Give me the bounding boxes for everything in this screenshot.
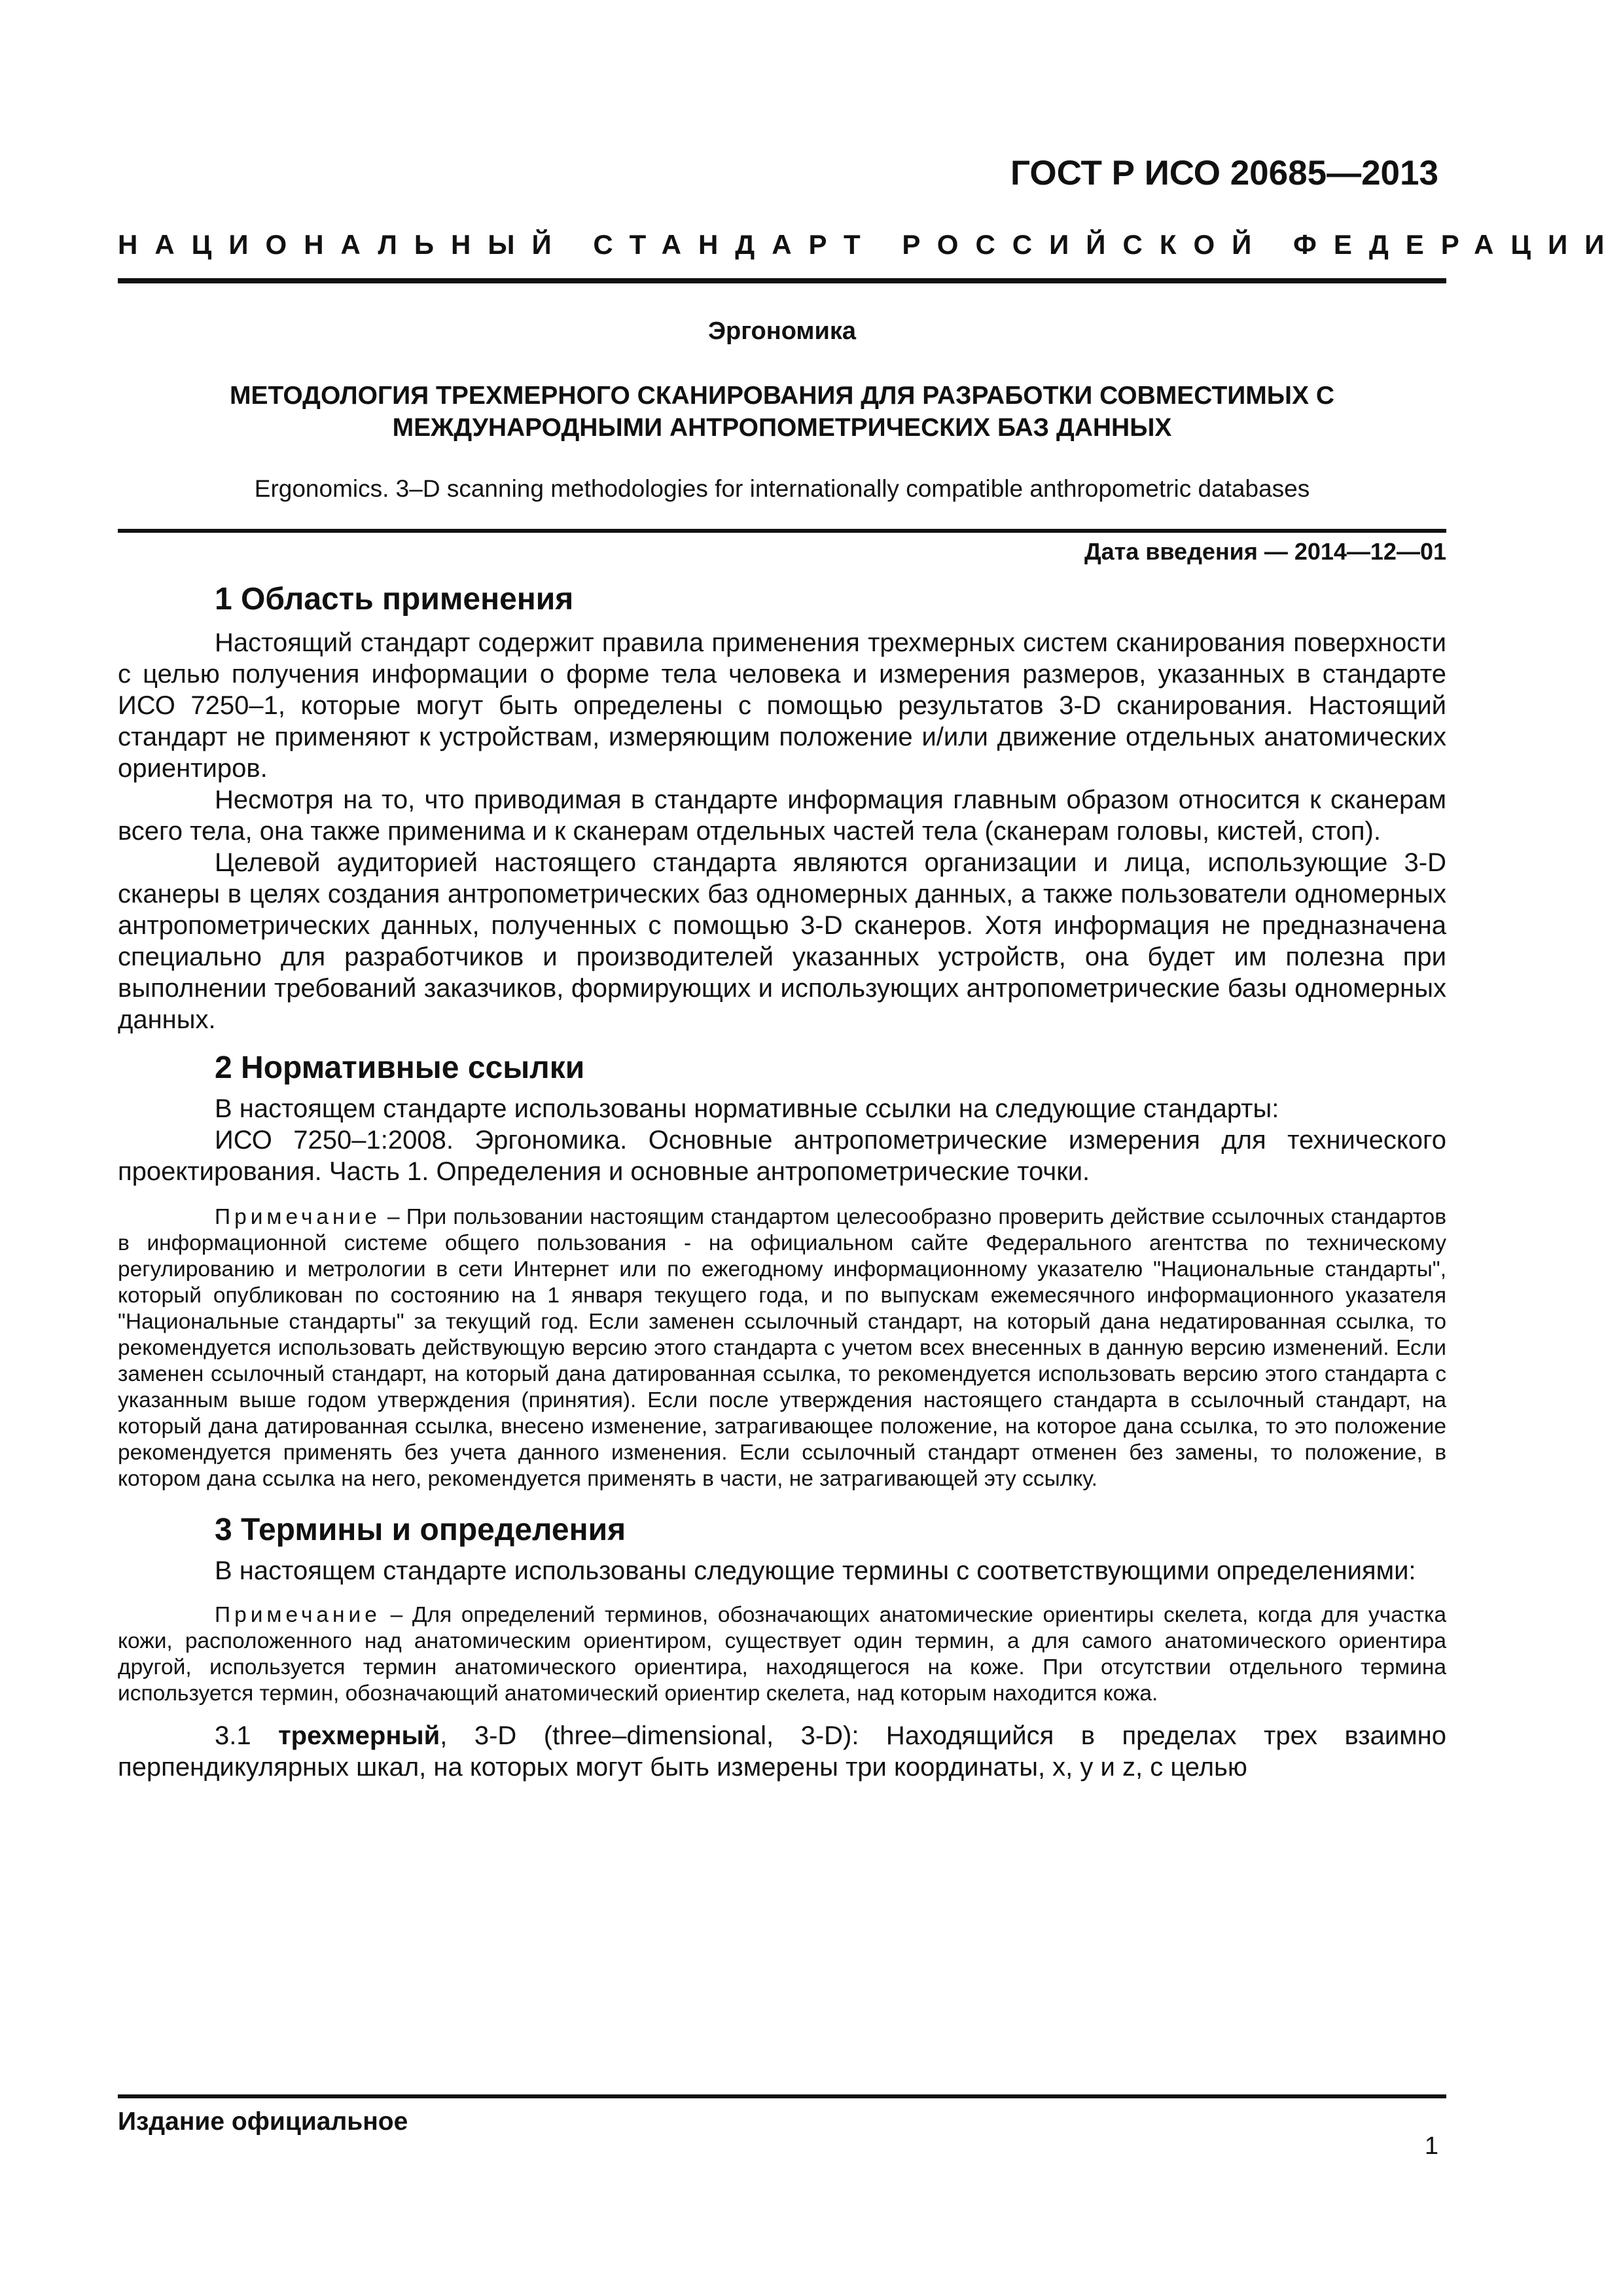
standard-category: Эргономика: [707, 317, 857, 345]
document-body: [118, 576, 1446, 1783]
term-name: трехмерный: [278, 1721, 440, 1750]
note-label: Примечание: [215, 1205, 381, 1229]
note-text: – Для определений терминов, обозначающих анатомические ориентиры скелета, когда для участка кожи, расположенного над анатомическим ориентиром, существует один термин, а для самого анатомического ориентира другой, используется термин анатомического ориентира, находящегося на коже. При отсутствии отдельного термина используется термин, обозначающий анатомический ориентир скелета, над которым находится кожа.: [118, 1603, 1446, 1706]
note-label: Примечание: [215, 1603, 381, 1627]
section-3-heading: 3 Термины и определения: [215, 1513, 626, 1547]
section-2-heading: 2 Нормативные ссылки: [215, 1050, 585, 1085]
section-1-paragraph-2: Несмотря на то, что приводимая в стандарте информация главным образом относится к сканерам всего тела, она также применима и к сканерам отдельных частей тела (сканерам головы, кистей, стоп).: [118, 785, 1446, 846]
gost-code: ГОСТ Р ИСО 20685—2013: [1010, 154, 1438, 192]
section-1-paragraph-3: Целевой аудиторией настоящего стандарта являются организации и лица, использующие 3-D сканеры в целях создания антропометрических баз одномерных данных, а также пользователи одномерных антропометрических данных, полученных с помощью 3-D сканеров. Хотя информация не предназначена специально для разработчиков и производителей указанных устройств, она будет им полезна при выполнении требований заказчиков, формирующих и использующих антропометрические базы одномерных данных.: [118, 848, 1446, 1034]
section-3-note: [118, 1602, 1446, 1707]
standard-title-line-2: МЕЖДУНАРОДНЫМИ АНТРОПОМЕТРИЧЕСКИХ БАЗ ДАННЫХ: [392, 414, 1172, 442]
english-title: Ergonomics. 3–D scanning methodologies for internationally compatible anthropometric databases: [254, 475, 1310, 502]
introduction-date: Дата введения — 2014—12—01: [1084, 538, 1446, 565]
section-2-note: [118, 1204, 1446, 1492]
section-2-paragraph-1: В настоящем стандарте использованы нормативные ссылки на следующие стандарты:: [215, 1094, 1279, 1123]
footer-rule: [118, 2094, 1446, 2098]
section-1-heading: 1 Область применения: [215, 582, 574, 617]
term-definition: , 3-D (three–dimensional, 3-D): Находящийся в пределах трех взаимно перпендикулярных шкал, на которых могут быть измерены три координаты, x, y и z, с целью: [118, 1721, 1447, 1782]
official-edition-label: Издание официальное: [118, 2108, 408, 2136]
term-number: 3.1: [215, 1721, 279, 1750]
term-3-1: [118, 1720, 1446, 1783]
section-3-paragraph-1: В настоящем стандарте использованы следующие термины с соответствующими определениями:: [215, 1556, 1416, 1585]
header-rule: [118, 278, 1446, 283]
note-text: – При пользовании настоящим стандартом целесообразно проверить действие ссылочных стандартов в информационной системе общего пользования - на официальном сайте Федерального агентства по техническому регулированию и метрологии в сети Интернет или по ежегодному информационному указателю "Национальные стандарты", который опубликован по состоянию на 1 января текущего года, и по выпускам ежемесячного информационного указателя "Национальные стандарты" за текущий год. Если заменен ссылочный стандарт, на который дана недатированная ссылка, то рекомендуется использовать действующую версию этого стандарта с учетом всех внесенных в данную версию изменений. Если заменен ссылочный стандарт, на который дана датированная ссылка, то рекомендуется использовать версию этого стандарта с указанным выше годом утверждения (принятия). Если после утверждения настоящего стандарта в ссылочный стандарт, на который дана датированная ссылка, внесено изменение, затрагивающее положение, на которое дана ссылка, то это положение рекомендуется применять без учета данного изменения. Если ссылочный стандарт отменен без замены, то положение, в котором дана ссылка на него, рекомендуется применять в части, не затрагивающей эту ссылку.: [118, 1205, 1446, 1491]
title-rule: [118, 529, 1446, 533]
page-number: 1: [1424, 2132, 1438, 2160]
standard-title-line-1: МЕТОДОЛОГИЯ ТРЕХМЕРНОГО СКАНИРОВАНИЯ ДЛЯ РАЗРАБОТКИ СОВМЕСТИМЫХ С: [229, 382, 1334, 410]
section-2-paragraph-2: ИСО 7250–1:2008. Эргономика. Основные антропометрические измерения для технического проектирования. Часть 1. Определения и основные антропометрические точки.: [118, 1126, 1446, 1186]
standard-title: [118, 380, 1446, 444]
section-1-paragraph-1: Настоящий стандарт содержит правила применения трехмерных систем сканирования поверхности с целью получения информации о форме тела человека и измерения размеров, указанных в стандарте ИСО 7250–1, которые могут быть определены с помощью результатов 3-D сканирования. Настоящий стандарт не применяют к устройствам, измеряющим положение и/или движение отдельных анатомических ориентиров.: [118, 628, 1447, 783]
national-standard-banner: НАЦИОНАЛЬНЫЙ СТАНДАРТ РОССИЙСКОЙ ФЕДЕРАЦИИ: [118, 229, 1622, 260]
